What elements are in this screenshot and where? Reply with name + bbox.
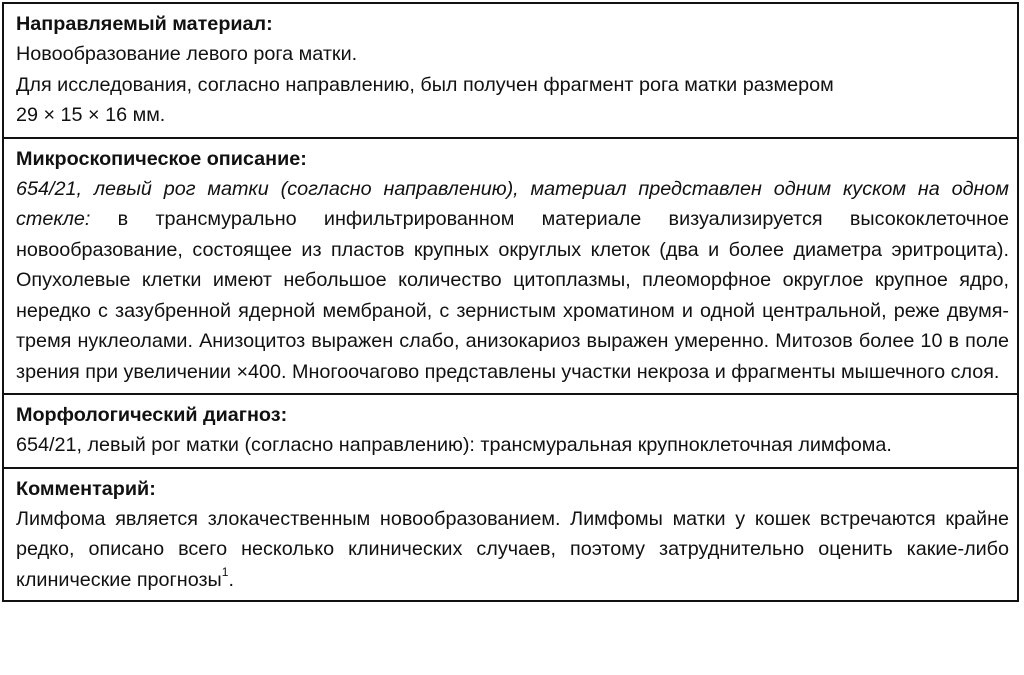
specimen-details: Для исследования, согласно направлению, был получен фрагмент рога матки размером: [16, 73, 834, 96]
section-heading: Направляемый материал:: [16, 13, 273, 35]
section-heading: Микроскопическое описание:: [16, 147, 307, 170]
microscopic-body: в трансмурально инфильтрированном материале визуализируется высококлеточное новообразование, состоящее из пластов крупных округлых клеток (два и более диаметра эритроцита). Опухолевые клетки имеют небольшое количество цитоплазмы, плеоморфное округлое крупное ядро, нередко с зазубренной ядерной мембраной, с зернистым хроматином и одной центральной, реже двумя-тремя нуклеолами. Анизоцитоз выражен слабо, анизокариоз выражен умеренно. Митозов более 10 в поле зрения при увеличении ×400. Многоочагово представлены участки некроза и фрагменты мышечного слоя.: [16, 208, 1009, 383]
comment-body: Лимфома является злокачественным новообразованием. Лимфомы матки у кошек встречаются крайне редко, описано всего несколько клинических случаев, поэтому затруднительно оценить какие-либо клинические прогнозы: [16, 507, 1009, 591]
section-submitted-material: [4, 4, 1017, 139]
specimen-description: Новообразование левого рога матки.: [16, 43, 358, 65]
diagnosis-text: 654/21, левый рог матки (согласно направлению): трансмуральная крупноклеточная лимфома.: [16, 434, 892, 456]
section-comment: [4, 469, 1017, 601]
pathology-report: [2, 2, 1019, 602]
section-heading: Морфологический диагноз:: [16, 404, 288, 426]
specimen-size: 29 × 15 × 16 мм.: [16, 104, 166, 126]
comment-text: [16, 504, 1009, 596]
footnote-marker: 1: [221, 564, 229, 579]
sample-intro: 654/21, левый рог матки (согласно направлению), материал представлен одним куском на одном стекле:: [16, 177, 1009, 230]
section-microscopic-description: [4, 139, 1017, 396]
microscopic-text: [16, 174, 1009, 388]
comment-end: .: [228, 568, 234, 591]
section-morphological-diagnosis: [4, 395, 1017, 469]
section-heading: Комментарий:: [16, 477, 156, 500]
